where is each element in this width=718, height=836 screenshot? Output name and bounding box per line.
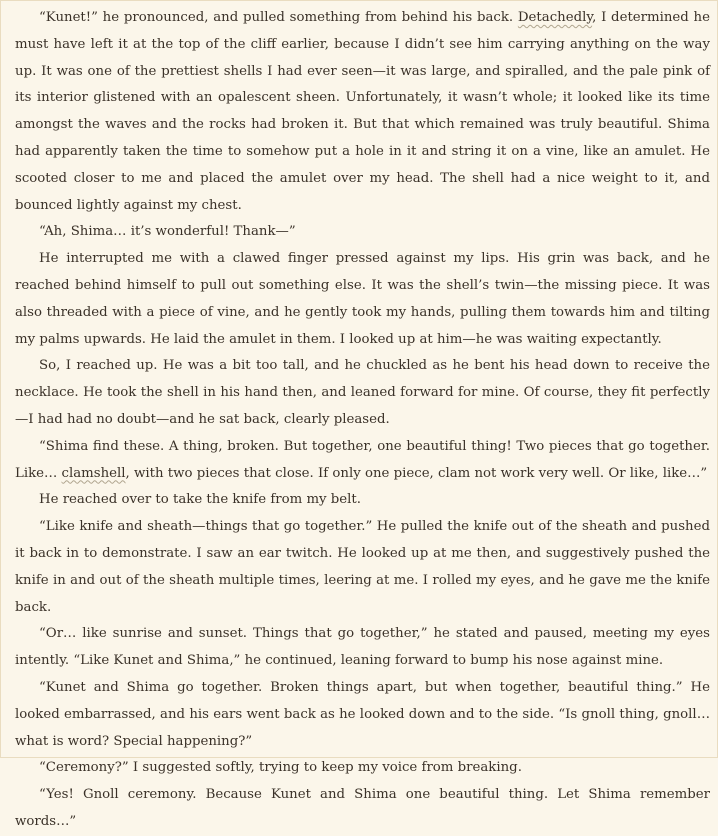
paragraph-text: “Yes! Gnoll ceremony. Because Kunet and Shima one beautiful thing. Let Shima remember words…”	[15, 787, 710, 829]
paragraph-text: “Kunet!” he pronounced, and pulled something from behind his back.	[39, 10, 518, 25]
paragraph-text: He interrupted me with a clawed finger pressed against my lips. His grin was back, and he reached behind himself to pull out something else. It was the shell’s twin—the missing piece. It was also threaded with a piece of vine, and he gently took my hands, pulling them towards him and tilting my palms upwards. He laid the amulet in them. I looked up at him—he was waiting expectantly.	[15, 251, 710, 347]
spellcheck-word[interactable]: Detachedly	[517, 10, 593, 25]
story-text	[15, 5, 710, 836]
paragraph-7	[15, 514, 710, 621]
paragraph-text: , I determined he must have left it at the top of the cliff earlier, because I didn’t see him carrying anything on the way up. It was one of the prettiest shells I had ever seen—it was large, and spiralled, and the pale pink of its interior glistened with an opalescent sheen. Unfortunately, it wasn’t whole; it looked like its time amongst the waves and the rocks had broken it. But that which remained was truly beautiful. Shima had apparently taken the time to somehow put a hole in it and string it on a vine, like an amulet. He scooted closer to me and placed the amulet over my head. The shell had a nice weight to it, and bounced lightly against my chest.	[15, 10, 710, 213]
paragraph-11	[15, 782, 710, 836]
spellcheck-word[interactable]: clamshell	[61, 465, 126, 481]
paragraph-text: “Or… like sunrise and sunset. Things that go together,” he stated and paused, meeting my eyes intently. “Like Kunet and Shima,” he continued, leaning forward to bump his nose against mine.	[15, 626, 710, 669]
paragraph-text: “Like knife and sheath—things that go together.” He pulled the knife out of the sheath and pushed it back in to demonstrate. I saw an ear twitch. He looked up at me then, and suggestively pushed the knife in and out of the sheath multiple times, leering at me. I rolled my eyes, and he gave me the knife back.	[15, 519, 710, 615]
paragraph-6	[15, 487, 710, 514]
paragraph-text: “Kunet and Shima go together. Broken things apart, but when together, beautiful thing.” He looked embarrassed, and his ears went back as he looked down and to the side. “Is gnoll thing, gnoll… what is word? Special happening?”	[15, 679, 710, 749]
paragraph-text: , with two pieces that close. If only one piece, clam not work very well. Or like, like…”	[125, 465, 708, 481]
paragraph-2	[15, 219, 710, 246]
paragraph-text: He reached over to take the knife from my belt.	[39, 492, 361, 508]
paragraph-9	[15, 675, 710, 755]
paragraph-text: “Shima find these. A thing, broken. But together, one beautiful thing! Two pieces that go together. Like…	[15, 438, 710, 481]
paragraph-text: “Ah, Shima… it’s wonderful! Thank—”	[39, 224, 296, 240]
paragraph-3	[15, 246, 710, 353]
paragraph-10	[15, 755, 710, 782]
paragraph-1	[15, 5, 710, 219]
paragraph-text: So, I reached up. He was a bit too tall, and he chuckled as he bent his head down to receive the necklace. He took the shell in his hand then, and leaned forward for mine. Of course, they fit perfectly—I had had no doubt—and he sat back, clearly pleased.	[15, 358, 710, 427]
paragraph-8	[15, 621, 710, 675]
paragraph-5	[15, 434, 710, 488]
paragraph-4	[15, 353, 710, 433]
paragraph-text: “Ceremony?” I suggested softly, trying to keep my voice from breaking.	[39, 760, 522, 776]
